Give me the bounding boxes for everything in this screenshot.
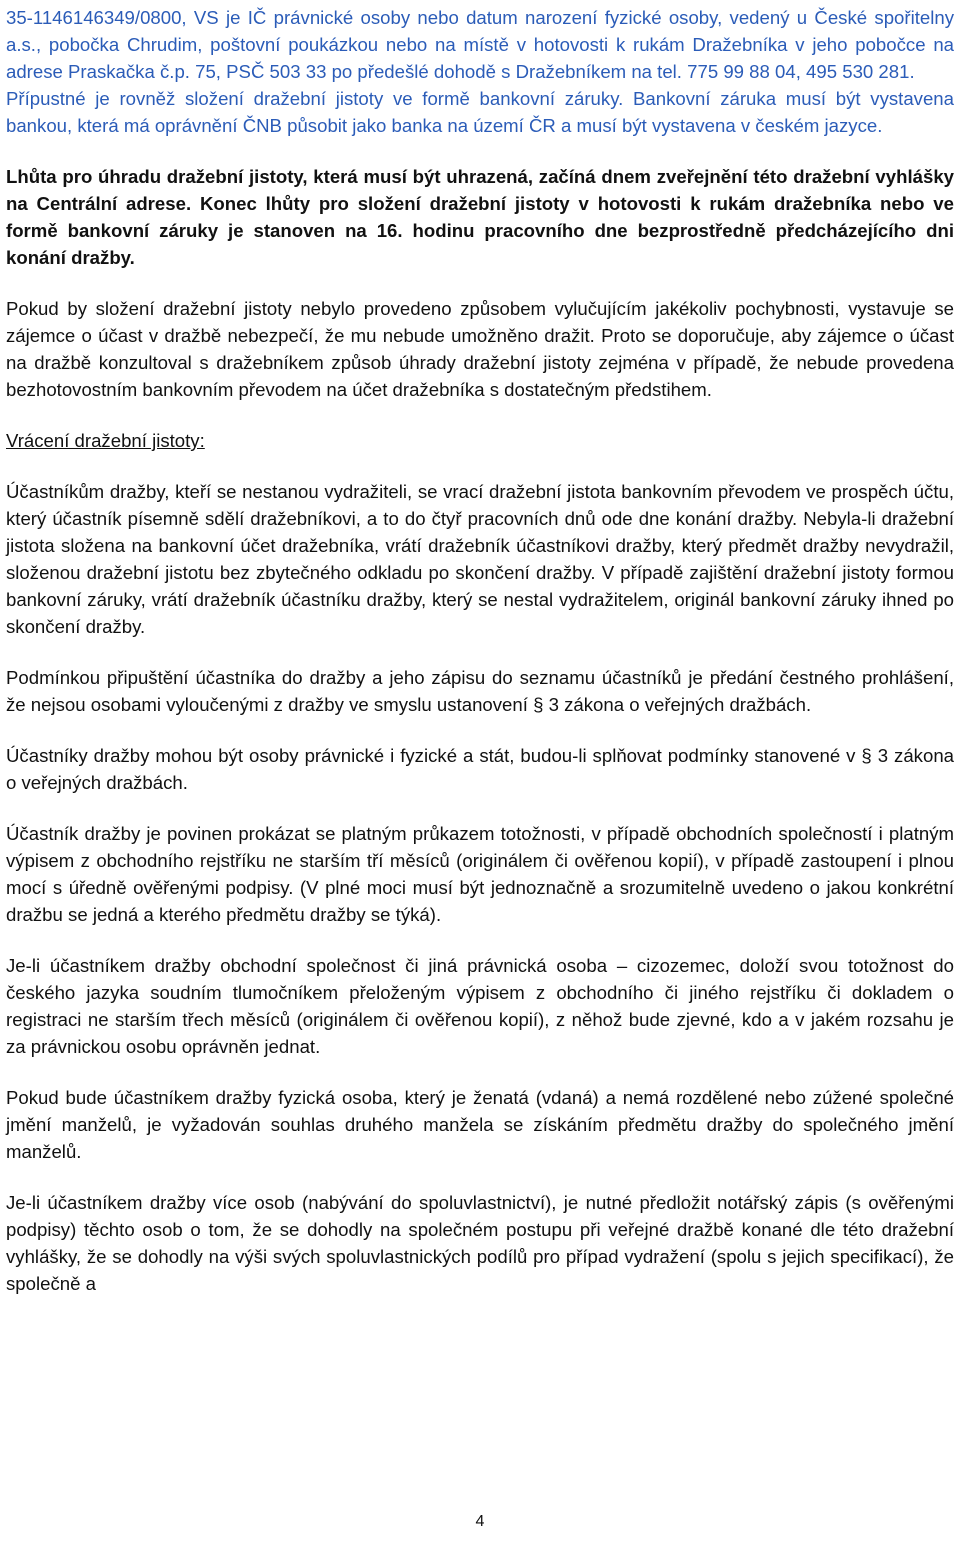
participants-eligibility-paragraph: Účastníky dražby mohou být osoby právnické i fyzické a stát, budou-li splňovat podmínky stanovené v § 3 zákona o veřejných dražbách. (6, 745, 954, 793)
admission-condition-paragraph: Podmínkou připuštění účastníka do dražby a jeho zápisu do seznamu účastníků je předání čestného prohlášení, že nejsou osobami vyloučenými z dražby ve smyslu ustanovení § 3 zákona o veřejných dražbách. (6, 667, 954, 715)
deposit-deadline-paragraph: Lhůta pro úhradu dražební jistoty, která musí být uhrazená, začíná dnem zveřejnění této dražební vyhlášky na Centrální adrese. Konec lhůty pro složení dražební jistoty v hotovosti k rukám dražebníka nebo ve formě bankovní záruky je stanoven na 16. hodinu pracovního dne bezprostředně předcházejícího dni konání dražby. (6, 166, 954, 268)
spouse-consent-paragraph: Pokud bude účastníkem dražby fyzická osoba, který je ženatá (vdaná) a nemá rozdělené nebo zúžené společné jmění manželů, je vyžadován souhlas druhého manžela se získáním předmětu dražby do společného jmění manželů. (6, 1087, 954, 1162)
page-number: 4 (475, 1513, 485, 1530)
section-heading-deposit-return: Vrácení dražební jistoty: (6, 430, 205, 451)
co-ownership-paragraph: Je-li účastníkem dražby více osob (nabývání do spoluvlastnictví), je nutné předložit notářský zápis (s ověřenými podpisy) těchto osob o tom, že se dohodly na společném postupu při veřejné dražbě konané dle této dražební vyhlášky, že se dohodly na výši svých spoluvlastnických podílů pro případ vydražení (spolu s jejich specifikací), že společně a (6, 1192, 954, 1294)
document-page (6, 4, 954, 1297)
deposit-return-paragraph: Účastníkům dražby, kteří se nestanou vydražiteli, se vrací dražební jistota bankovním převodem ve prospěch účtu, který účastník písemně sdělí dražebníkovi, a to do čtyř pracovních dnů ode dne konání dražby. Nebyla-li dražební jistota složena na bankovní účet dražebníka, vrátí dražebník účastníkovi dražby, který předmět dražby nevydražil, složenou dražební jistotu bez zbytečného odkladu po skončení dražby. V případě zajištění dražební jistoty formou bankovní záruky, vrátí dražebník účastníku dražby, který se nestal vydražitelem, originál bankovní záruky ihned po skončení dražby. (6, 481, 954, 637)
foreign-entity-paragraph: Je-li účastníkem dražby obchodní společnost či jiná právnická osoba – cizozemec, doloží svou totožnost do českého jazyka soudním tlumočníkem přeloženým výpisem z obchodního či jiného rejstříku či dokladem o registraci ne starším třech měsíců (originálem či ověřenou kopií), z něhož bude zjevné, kdo a v jakém rozsahu je za právnickou osobu oprávněn jednat. (6, 955, 954, 1057)
payment-details-paragraph: 35-1146146349/0800, VS je IČ právnické osoby nebo datum narození fyzické osoby, vedený u České spořitelny a.s., pobočka Chrudim, poštovní poukázkou nebo na místě v hotovosti k rukám Dražebníka v jeho pobočce na adrese Praskačka č.p. 75, PSČ 503 33 po předešlé dohodě s Dražebníkem na tel. 775 99 88 04, 495 530 281. (6, 7, 954, 82)
deposit-risk-paragraph: Pokud by složení dražební jistoty nebylo provedeno způsobem vylučujícím jakékoliv pochybnosti, vystavuje se zájemce o účast v dražbě nebezpečí, že mu nebude umožněno dražit. Proto se doporučuje, aby zájemce o účast na dražbě konzultoval s dražebníkem způsob úhrady dražební jistoty zejména v případě, že nebude provedena bezhotovostním bankovním převodem na účet dražebníka s dostatečným předstihem. (6, 298, 954, 400)
bank-guarantee-paragraph: Přípustné je rovněž složení dražební jistoty ve formě bankovní záruky. Bankovní záruka musí být vystavena bankou, která má oprávnění ČNB působit jako banka na území ČR a musí být vystavena v českém jazyce. (6, 88, 954, 136)
identity-proof-paragraph: Účastník dražby je povinen prokázat se platným průkazem totožnosti, v případě obchodních společností i platným výpisem z obchodního rejstříku ne starším tří měsíců (originálem či ověřenou kopií), v případě zastoupení i plnou mocí s úředně ověřenými podpisy. (V plné moci musí být jednoznačně a srozumitelně uvedeno o jakou konkrétní dražbu se jedná a kterého předmětu dražby se týká). (6, 823, 954, 925)
